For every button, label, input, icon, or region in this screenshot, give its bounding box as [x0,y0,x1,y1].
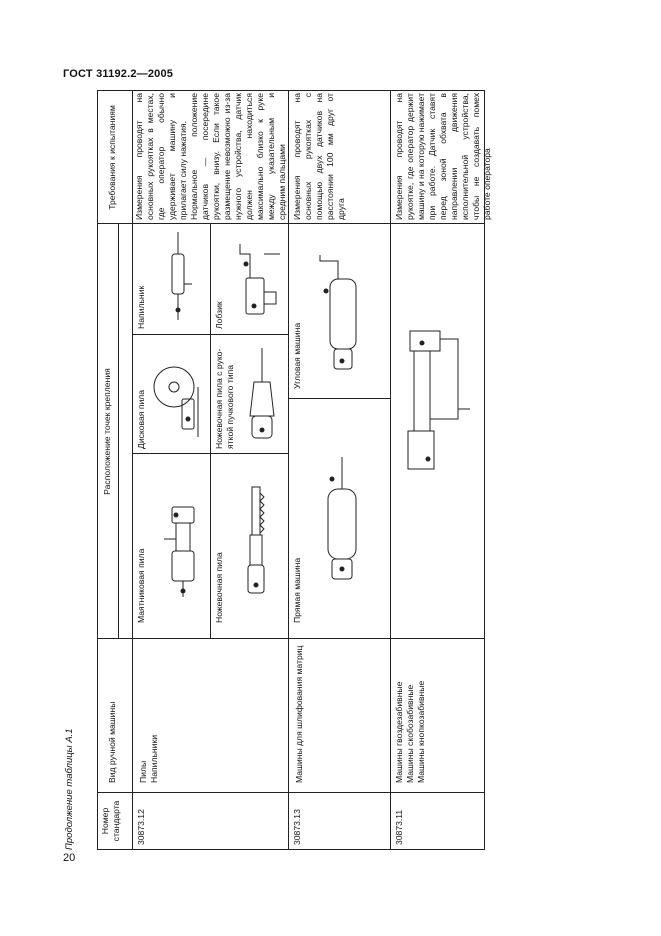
row2-tool-1: Прямая машина [292,557,302,623]
file-tool-drawing [158,229,198,324]
document-header: ГОСТ 31192.2—2005 [63,68,174,80]
col-sep-row1a [132,453,288,454]
col-sep-row1b [132,334,288,335]
row2-requirements: Измерения проводят на основных рукоятках с помощью двух датчиков на расстоянии 100 мм друг от друга [292,93,346,220]
header-location: Расположение точек крепления [102,368,112,495]
angle-grinder-drawing [312,249,372,379]
row1-tool-2: Дисковая пила [136,389,146,449]
fretsaw-drawing [232,234,286,324]
row1-tool-3: Напильник [136,285,146,329]
page-number: 20 [63,852,76,864]
row3-requirements: Измерения проводят на рукоятке, где оператор держит машину и на которую нажимает при работе. Датчик ставят перед зоной обхвата в направлении движения исполнительной устройства, чтобы не создавать помех работе оператора [394,93,492,220]
row3-kind: Машины гвоздезабивные Машины скобозабивные Машины кнопкозабивные [394,680,426,783]
hacksaw-drawing [230,479,282,599]
row2-tool-2: Угловая машина [292,322,302,389]
jigsaw-pendulum-drawing [156,489,208,599]
row2-number: 30873.13 [292,809,302,845]
header-kind: Вид ручной машины [107,701,117,783]
hacksaw-grip-drawing [238,344,286,444]
straight-grinder-drawing [312,449,372,589]
rule-under-header [132,91,133,849]
rule-loc-subheader [118,224,119,639]
rule-row1-bottom [288,91,289,849]
circular-saw-drawing [152,344,208,439]
row3-number: 30873.11 [394,809,404,845]
nailer-drawing [398,289,478,489]
row1-tool-5: Ножевочная пила с руко- яткой пучкового типа [214,348,235,449]
row1-number: 30873.12 [136,809,146,845]
row2-kind: Машины для шлифования матриц [294,645,304,783]
table-caption: Продолжение таблицы А.1 [64,728,75,850]
col-sep-1 [98,792,484,793]
row1-tool-4: Ножевочная пила [214,552,224,623]
row1-tool-1: Маятниковая пила [136,548,146,623]
row1-kind: Пилы Напильники [138,734,159,783]
rule-row1-sub [210,224,211,639]
header-number: Номер стандарта [100,800,121,842]
col-sep-3 [98,223,484,224]
header-requirements: Требования к испытаниям [107,105,117,210]
row1-requirements: Измерения проводят на основных рукоятках в местах, где оператор обычно удерживает машину и прилагает силу нажатия. Нормальное положение датчиков — посередине рукоятки, внизу. Если такое размещение невозможно из-за нужного устройства, датчик должен находиться максимально близко к руке между указательным и средним пальцами [134,93,287,220]
rotated-table-region [64,90,492,850]
col-sep-row2 [288,398,390,399]
table-a1 [97,90,492,850]
row1-tool-6: Лобзик [214,301,224,329]
col-sep-2 [98,638,484,639]
rule-row2-bottom [390,91,391,849]
